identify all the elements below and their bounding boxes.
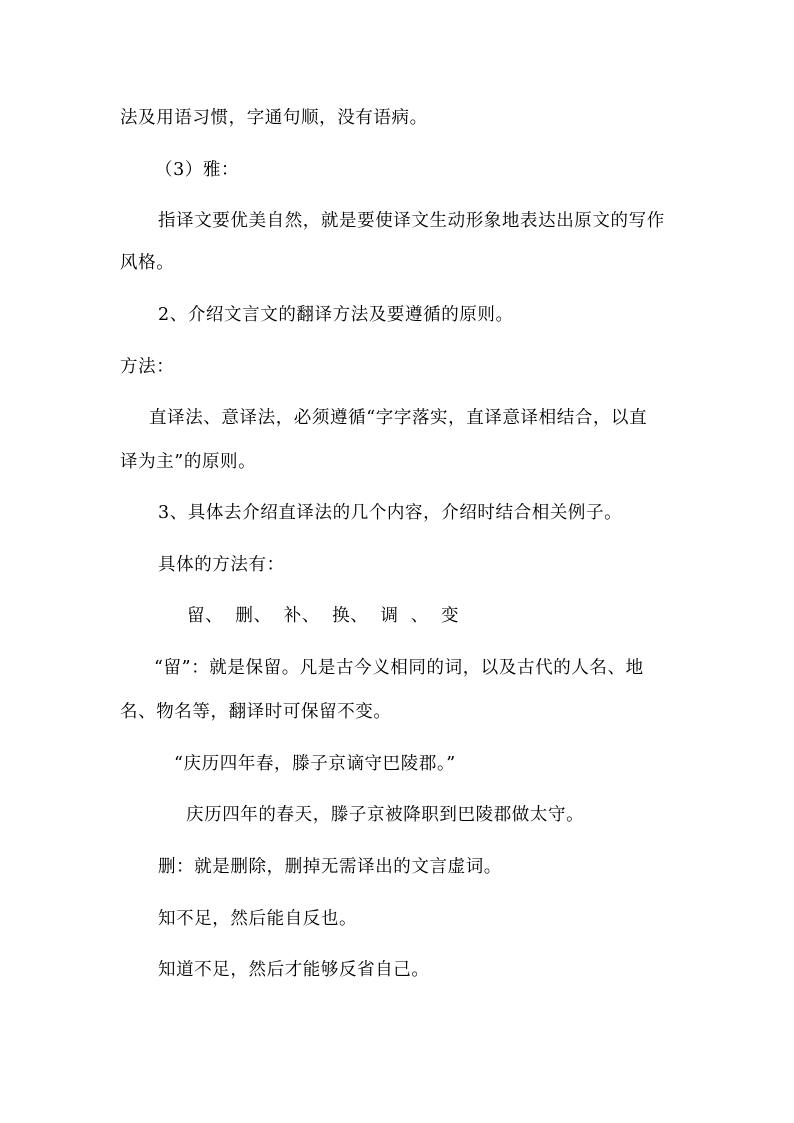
- text-line-13: 名、物名等，翻译时可保留不变。: [120, 702, 392, 722]
- text-line-8: 译为主”的原则。: [120, 452, 257, 472]
- text-line-18: 知道不足，然后才能够反省自己。: [158, 960, 430, 980]
- text-line-1: 法及用语习惯，字通句顺，没有语病。: [120, 108, 428, 128]
- text-line-3: 指译文要优美自然，就是要使译文生动形象地表达出原文的写作: [158, 211, 665, 231]
- text-line-11: 留、 删、 补、 换、 调 、 变: [187, 606, 460, 626]
- text-line-6: 方法：: [120, 357, 175, 377]
- text-line-5: 2、介绍文言文的翻译方法及要遵循的原则。: [158, 305, 514, 325]
- text-line-17: 知不足，然后能自反也。: [158, 909, 358, 929]
- text-line-10: 具体的方法有：: [158, 555, 285, 575]
- text-line-7: 直译法、意译法，必须遵循“字字落实，直译意译相结合，以直: [149, 408, 648, 428]
- text-line-14: “庆历四年春，滕子京谪守巴陵郡。”: [174, 754, 456, 774]
- text-line-2: （3）雅：: [155, 160, 240, 180]
- text-line-16: 删：就是删除，删掉无需译出的文言虚词。: [158, 857, 502, 877]
- text-line-12: “留”：就是保留。凡是古今义相同的词，以及古代的人名、地: [154, 658, 644, 678]
- text-line-4: 风格。: [120, 253, 175, 273]
- text-line-9: 3、具体去介绍直译法的几个内容，介绍时结合相关例子。: [158, 503, 623, 523]
- text-line-15: 庆历四年的春天，滕子京被降职到巴陵郡做太守。: [186, 805, 585, 825]
